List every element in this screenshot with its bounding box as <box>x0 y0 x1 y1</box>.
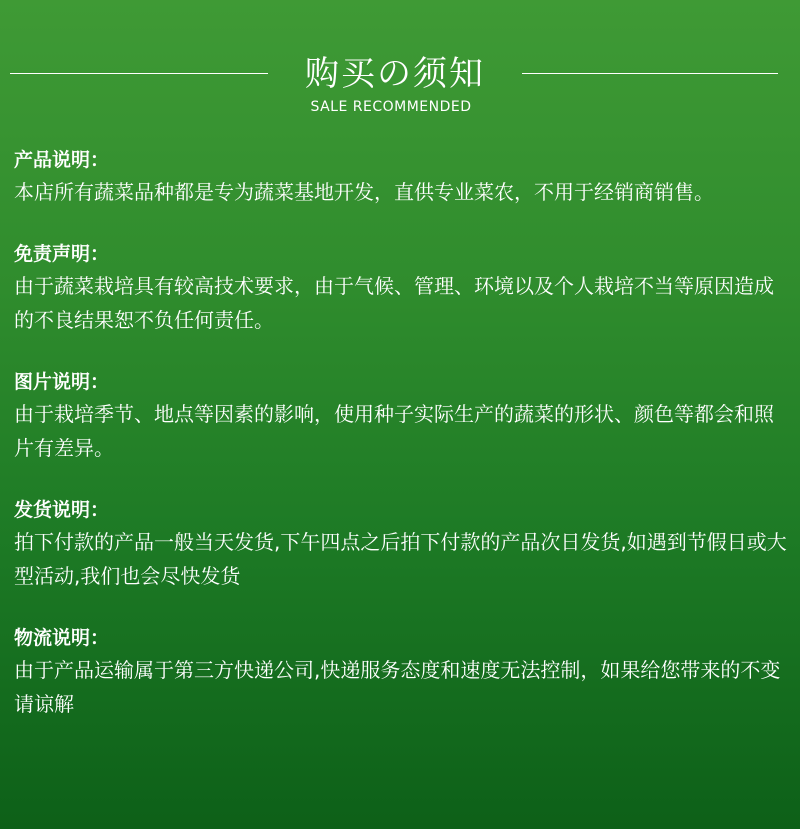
notice-sections <box>14 145 790 751</box>
section-body: 拍下付款的产品一般当天发货,下午四点之后拍下付款的产品次日发货,如遇到节假日或大型活动,我们也会尽快发货 <box>14 530 787 588</box>
section-title: 免责声明： <box>14 243 110 265</box>
section-title: 图片说明： <box>14 371 110 393</box>
section-body: 由于产品运输属于第三方快递公司,快递服务态度和速度无法控制，如果给您带来的不变请谅解 <box>14 658 781 716</box>
notice-header <box>0 50 800 120</box>
header-divider-right <box>522 73 778 74</box>
section-title: 物流说明： <box>14 627 110 649</box>
section-body: 由于栽培季节、地点等因素的影响，使用种子实际生产的蔬菜的形状、颜色等都会和照片有差异。 <box>14 402 774 460</box>
section-body: 本店所有蔬菜品种都是专为蔬菜基地开发，直供专业菜农，不用于经销商销售。 <box>14 180 714 204</box>
section-logistics-description <box>14 623 790 721</box>
section-product-description <box>14 145 790 209</box>
section-shipping-description <box>14 495 790 593</box>
section-disclaimer <box>14 239 790 337</box>
section-title: 产品说明： <box>14 149 110 171</box>
section-image-description <box>14 367 790 465</box>
page-title: 购买の须知 <box>305 54 485 94</box>
page-subtitle: SALE RECOMMENDED <box>310 99 472 115</box>
section-body: 由于蔬菜栽培具有较高技术要求，由于气候、管理、环境以及个人栽培不当等原因造成的不良结果恕不负任何责任。 <box>14 274 774 332</box>
section-title: 发货说明： <box>14 499 110 521</box>
